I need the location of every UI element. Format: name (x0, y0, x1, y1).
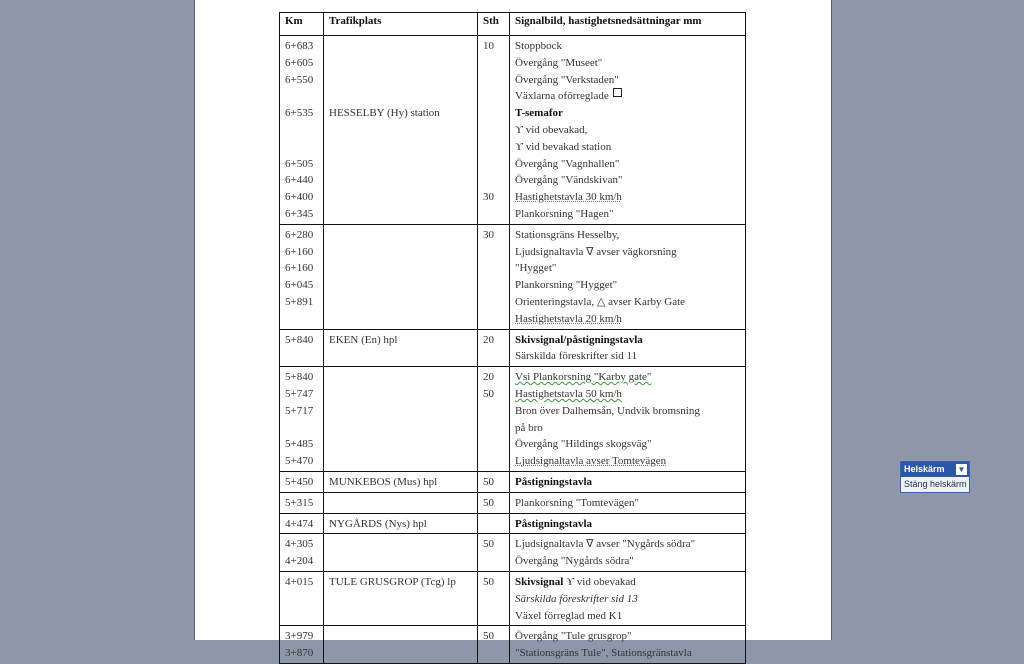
signal-line (515, 38, 740, 55)
semaphore-symbol-icon: ϒ (515, 140, 523, 153)
km-cell-line: 4+305 (285, 538, 314, 551)
signal-cell (510, 534, 746, 572)
signal-line (515, 72, 740, 89)
header-signal: Signalbild, hastighetsnedsättningar mm (510, 13, 746, 36)
signal-line (515, 474, 740, 491)
km-cell-line: 5+315 (285, 496, 314, 509)
trafikplats-cell (324, 492, 478, 513)
signal-text: Bron över Dalhemsån, Undvik bromsning (515, 404, 700, 417)
signal-line (515, 189, 740, 206)
document-page (194, 0, 832, 660)
sth-cell-line: 50 (483, 496, 494, 509)
km-cell (280, 534, 324, 572)
signal-line (515, 88, 740, 105)
sth-cell (478, 626, 510, 664)
signal-line (515, 645, 740, 662)
signal-text: vid obevakad (574, 575, 636, 588)
km-cell (280, 571, 324, 625)
km-cell (280, 513, 324, 534)
signal-text: T-semafor (515, 107, 563, 120)
sth-cell-line: 50 (483, 387, 494, 400)
signal-line (515, 172, 740, 189)
table-header-row (280, 13, 746, 36)
signal-text: Växel förreglad med K1 (515, 609, 623, 622)
signal-text: Skivsignal/påstigningstavla (515, 333, 643, 346)
signal-cell (510, 36, 746, 225)
sth-cell-line: 50 (483, 475, 494, 488)
km-cell-line: 6+345 (285, 207, 314, 220)
signal-line (515, 420, 740, 437)
table-row (280, 626, 746, 664)
sth-cell (478, 329, 510, 367)
signal-text: Plankorsning "Hygget" (515, 279, 618, 292)
sth-cell-line (483, 139, 504, 156)
trafikplats-cell (324, 626, 478, 664)
signal-text: på bro (515, 421, 543, 434)
km-cell-line: 3+870 (285, 647, 314, 660)
text-cursor-icon (613, 88, 622, 97)
signal-line (515, 311, 740, 328)
sth-cell-line: 50 (483, 575, 494, 588)
table-row (280, 513, 746, 534)
trafikplats-cell-line: TULE GRUSGROP (Tcg) lp (329, 575, 456, 588)
table-row (280, 471, 746, 492)
signal-text: Påstigningstavla (515, 475, 593, 488)
signal-line (515, 608, 740, 625)
route-table (279, 12, 746, 664)
sth-cell-line: 20 (483, 333, 494, 346)
table-row (280, 36, 746, 225)
signal-text: Stationsgräns Hesselby, (515, 228, 620, 241)
signal-line (515, 591, 740, 608)
signal-line (515, 453, 740, 470)
km-cell-line: 5+485 (285, 438, 314, 451)
sth-cell-line: 50 (483, 538, 494, 551)
signal-text: Särskilda föreskrifter sid 13 (515, 592, 638, 605)
signal-line (515, 244, 740, 261)
km-cell-line: 5+717 (285, 404, 314, 417)
close-fullscreen-button[interactable]: Stäng helskärm (904, 479, 967, 489)
km-cell-line: 5+450 (285, 475, 314, 488)
km-cell-line: 4+474 (285, 517, 314, 530)
signal-line (515, 55, 740, 72)
signal-cell (510, 224, 746, 329)
signal-text: Övergång "Museet" (515, 56, 603, 69)
trafikplats-cell (324, 471, 478, 492)
signal-cell (510, 513, 746, 534)
signal-text: Övergång "Verkstaden" (515, 73, 619, 86)
signal-line (515, 369, 740, 386)
signal-text: Övergång "Nygårds södra" (515, 555, 634, 568)
signal-text: "Stationsgräns Tule", Stationsgränstavla (515, 647, 692, 660)
sth-cell-line (483, 156, 504, 173)
km-cell-line: 6+280 (285, 228, 314, 241)
signal-cell (510, 329, 746, 367)
signal-text: Ljudsignaltavla ∇ avser "Nygårds södra" (515, 538, 696, 551)
sth-cell (478, 571, 510, 625)
trafikplats-cell (324, 329, 478, 367)
trafikplats-cell-line: NYGÅRDS (Nys) hpl (329, 517, 427, 530)
km-cell-line: 4+204 (285, 555, 314, 568)
signal-text: Plankorsning "Hagen" (515, 207, 614, 220)
km-cell-line: 6+683 (285, 40, 314, 52)
signal-line (515, 294, 740, 311)
signal-text: Övergång "Vändskivan" (515, 174, 623, 187)
km-cell-line: 5+470 (285, 455, 314, 468)
km-cell-line: 5+840 (285, 371, 314, 384)
signal-cell (510, 471, 746, 492)
signal-line (515, 122, 740, 139)
signal-line (515, 495, 740, 512)
signal-text: Plankorsning "Tomtevägen" (515, 496, 639, 509)
header-sth: Sth (478, 13, 510, 36)
sth-cell (478, 513, 510, 534)
signal-cell (510, 492, 746, 513)
signal-line (515, 277, 740, 294)
km-cell-line (285, 139, 318, 156)
km-cell-line: 6+505 (285, 157, 314, 170)
km-cell-line: 6+160 (285, 245, 314, 258)
semaphore-symbol-icon: ϒ (566, 575, 575, 588)
signal-text: Vsi Plankorsning "Karby gate" (515, 371, 652, 384)
km-cell-line (285, 122, 318, 139)
trafikplats-cell (324, 571, 478, 625)
sth-cell-line: 20 (483, 371, 494, 384)
km-cell-line: 6+160 (285, 262, 314, 275)
signal-text: Hastighetstavla 20 km/h (515, 312, 622, 325)
km-cell (280, 329, 324, 367)
signal-cell (510, 626, 746, 664)
table-row (280, 492, 746, 513)
sth-cell-line (483, 88, 504, 105)
signal-text: Växlarna oförreglade (515, 90, 609, 103)
km-cell (280, 367, 324, 472)
signal-line (515, 516, 740, 533)
signal-line (515, 536, 740, 553)
km-cell-line: 6+400 (285, 191, 314, 204)
km-cell-line (285, 88, 318, 105)
table-row (280, 329, 746, 367)
signal-line (515, 574, 740, 591)
km-cell-line: 4+015 (285, 575, 314, 588)
header-km: Km (280, 13, 324, 36)
signal-text: Övergång "Tule grusgrop" (515, 630, 632, 643)
signal-text: Övergång "Vagnhallen" (515, 157, 620, 170)
signal-line (515, 227, 740, 244)
sth-cell (478, 367, 510, 472)
trafikplats-cell-line (329, 55, 472, 72)
sth-cell-line: 10 (483, 40, 494, 52)
trafikplats-cell-line: EKEN (En) hpl (329, 333, 398, 346)
header-trafikplats: Trafikplats (324, 13, 478, 36)
signal-text: vid bevakad station (522, 140, 612, 153)
trafikplats-cell (324, 367, 478, 472)
table-row (280, 534, 746, 572)
km-cell-line: 6+045 (285, 279, 314, 292)
sth-cell (478, 534, 510, 572)
signal-line (515, 206, 740, 223)
sth-cell-line (483, 55, 504, 72)
signal-text: Stoppbock (515, 40, 563, 52)
trafikplats-cell-line: HESSELBY (Hy) station (329, 107, 440, 120)
trafikplats-cell-line (329, 38, 472, 55)
km-cell-line: 3+979 (285, 630, 314, 643)
signal-text: Särskilda föreskrifter sid 11 (515, 350, 638, 363)
signal-line (515, 332, 740, 349)
trafikplats-cell-line (329, 72, 472, 89)
table-row (280, 571, 746, 625)
signal-text: Ljudsignaltavla ∇ avser vägkorsning (515, 245, 677, 258)
signal-text: Orienteringstavla, △ avser Karby Gate (515, 295, 686, 308)
trafikplats-cell-line (329, 88, 472, 105)
signal-line (515, 436, 740, 453)
signal-text: Skivsignal (515, 575, 567, 588)
trafikplats-cell (324, 36, 478, 225)
signal-text: Hastighetstavla 30 km/h (515, 191, 622, 204)
sth-cell-line (483, 105, 504, 122)
sth-cell-line: 30 (483, 228, 494, 241)
sth-cell (478, 224, 510, 329)
table-row (280, 367, 746, 472)
signal-line (515, 105, 740, 122)
signal-line (515, 156, 740, 173)
trafikplats-cell (324, 534, 478, 572)
km-cell-line: 5+840 (285, 333, 314, 346)
sth-cell (478, 471, 510, 492)
fullscreen-title: Helskärm (904, 464, 945, 474)
signal-cell (510, 571, 746, 625)
signal-text: Påstigningstavla (515, 517, 593, 530)
fullscreen-title-button[interactable] (901, 462, 969, 477)
signal-text: Ljudsignaltavla avser Tomtevägen (515, 455, 667, 468)
signal-line (515, 628, 740, 645)
signal-line (515, 403, 740, 420)
semaphore-symbol-icon: ϒ (515, 123, 523, 136)
sth-cell-line (483, 172, 504, 189)
km-cell (280, 626, 324, 664)
trafikplats-cell (324, 513, 478, 534)
km-cell-line: 6+440 (285, 174, 314, 187)
km-cell-line: 6+605 (285, 56, 314, 69)
signal-line (515, 386, 740, 403)
km-cell-line: 5+891 (285, 295, 314, 308)
sth-cell-line: 30 (483, 191, 494, 204)
signal-line (515, 260, 740, 277)
km-cell (280, 471, 324, 492)
signal-cell (510, 367, 746, 472)
fullscreen-toolbar (900, 461, 970, 493)
km-cell-line: 6+550 (285, 73, 314, 86)
signal-text: "Hygget" (515, 262, 557, 275)
table-row (280, 224, 746, 329)
signal-line (515, 553, 740, 570)
km-cell-line: 6+535 (285, 107, 314, 120)
signal-line (515, 348, 740, 365)
km-cell-line (285, 420, 318, 437)
signal-text: Hastighetstavla 50 km/h (515, 387, 622, 400)
chevron-down-icon[interactable]: ▼ (957, 465, 966, 474)
sth-cell (478, 492, 510, 513)
sth-cell-line (483, 122, 504, 139)
trafikplats-cell-line: MUNKEBOS (Mus) hpl (329, 475, 438, 488)
sth-cell-line (483, 72, 504, 89)
km-cell-line: 5+747 (285, 387, 314, 400)
sth-cell-line: 50 (483, 630, 494, 643)
signal-line (515, 139, 740, 156)
signal-text: Övergång "Hildings skogsväg" (515, 438, 652, 451)
trafikplats-cell (324, 224, 478, 329)
sth-cell (478, 36, 510, 225)
km-cell (280, 492, 324, 513)
signal-text: vid obevakad, (522, 123, 588, 136)
km-cell (280, 36, 324, 225)
km-cell (280, 224, 324, 329)
